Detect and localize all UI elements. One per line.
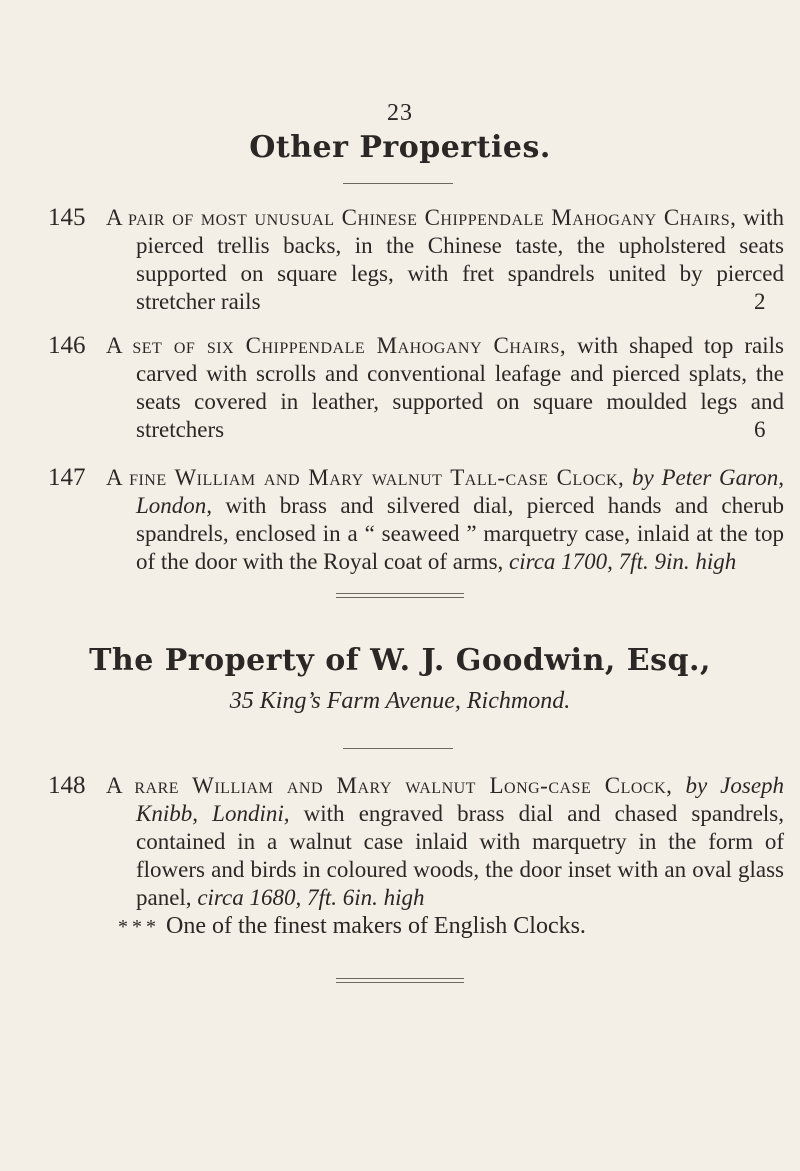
- lot-maker: by Joseph Knibb, Londini,: [136, 773, 785, 826]
- lot-date: circa 1700, 7ft. 9in. high: [509, 549, 737, 574]
- divider-rule: [343, 183, 453, 184]
- lot-note: [118, 913, 586, 940]
- lot-number: 148: [48, 772, 86, 799]
- asterism-icon: * * *: [118, 916, 157, 938]
- page-number: 23: [387, 100, 413, 126]
- lot-title: pair of most unusual Chinese Chippendale Mahogany Chairs,: [128, 205, 737, 230]
- lot-number: 147: [48, 464, 86, 491]
- lot-description: A rare William and Mary walnut Long-case Clock, by Joseph Knibb, Londini, with engraved brass dial and chased spandrels, contained in a walnut case inlaid with marquetry in the form of flowers and birds in coloured woods, the door inset with an oval glass panel, circa 1680, 7ft. 6in. high: [106, 773, 785, 910]
- lot-number: 145: [48, 204, 86, 231]
- lot-maker: by Peter Garon, London,: [136, 465, 784, 518]
- lot-title: set of six Chippendale Mahogany Chairs,: [132, 333, 567, 358]
- lot-date: circa 1680, 7ft. 6in. high: [197, 885, 425, 910]
- divider-double-rule: [336, 593, 464, 598]
- divider-rule: [343, 748, 453, 749]
- note-text: One of the finest makers of English Clocks.: [166, 913, 586, 939]
- lot-title: rare William and Mary walnut Long-case Clock,: [134, 773, 673, 798]
- lot-description: A pair of most unusual Chinese Chippendale Mahogany Chairs, with pierced trellis backs, in the Chinese taste, the upholstered seats supported on square legs, with fret spandrels united by pierced stretcher rails 2: [106, 205, 785, 314]
- divider-double-rule: [336, 978, 464, 983]
- section-heading-goodwin-property: The Property of W. J. Goodwin, Esq.,: [89, 643, 711, 678]
- lot-description: A fine William and Mary walnut Tall-case Clock, by Peter Garon, London, with brass and silvered dial, pierced hands and cherub spandrels, enclosed in a “ seaweed ” marquetry case, inlaid at the top of the door with the Royal coat of arms, circa 1700, 7ft. 9in. high: [106, 465, 784, 574]
- lot-number: 146: [48, 332, 86, 359]
- section-heading-other-properties: Other Properties.: [249, 130, 551, 165]
- lot-description: A set of six Chippendale Mahogany Chairs, with shaped top rails carved with scrolls and conventional leafage and pierced splats, the seats covered in leather, supported on square moulded legs and stretchers 6: [106, 333, 784, 442]
- property-address: 35 King’s Farm Avenue, Richmond.: [229, 688, 571, 714]
- lot-title: fine William and Mary walnut Tall-case Clock,: [129, 465, 625, 490]
